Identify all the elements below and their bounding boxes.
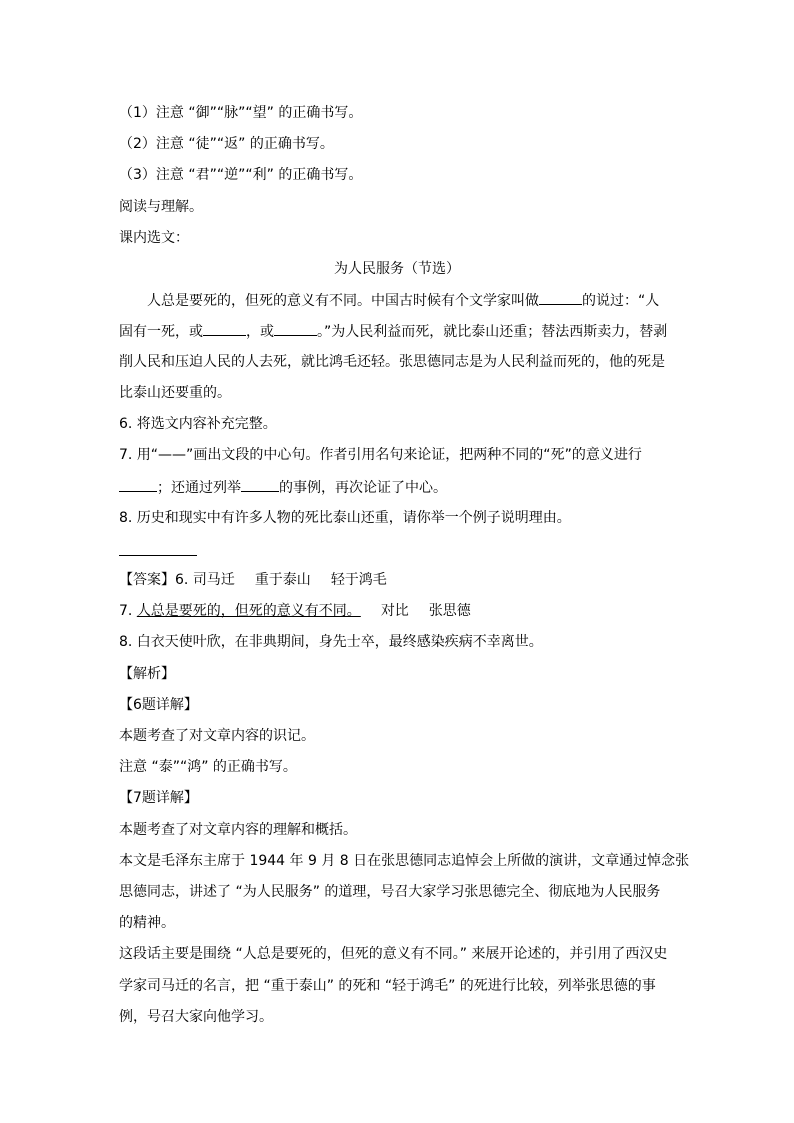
detail-7-heading: 【7题详解】: [119, 790, 198, 806]
answer-8: 8. 白衣天使叶欣，在非典期间，身先士卒，最终感染疾病不幸离世。: [119, 634, 543, 650]
section-selected: 课内选文：: [119, 230, 189, 246]
section-reading: 阅读与理解。: [119, 199, 203, 215]
question-8: 8. 历史和现实中有许多人物的死比泰山还重，请你举一个例子说明理由。: [119, 510, 571, 526]
detail-7-text-1: 本题考查了对文章内容的理解和概括。: [119, 822, 357, 838]
detail-7-text-3: 思德同志，讲述了 “为人民服务” 的道理，号召大家学习张思德完全、彻底地为人民服务: [119, 884, 661, 900]
detail-7-text-2: 本文是毛泽东主席于 1944 年 9 月 8 日在张思德同志追悼会上所做的演讲，文章通过悼念张: [119, 853, 690, 869]
passage-line-2: 固有一死，或 ，或 。”为人民利益而死，就比泰山还重；替法西斯卖力，替剥: [119, 321, 667, 342]
answer-7: 7. 人总是要死的，但死的意义有不同。 对比 张思德: [119, 603, 471, 619]
fill-blank[interactable]: [274, 321, 317, 336]
question-6: 6. 将选文内容补充完整。: [119, 416, 277, 432]
detail-7-text-5: 这段话主要是围绕 “人总是要死的，但死的意义有不同。” 来展开论述的，并引用了西汉史: [119, 946, 668, 962]
question-7: 7. 用“——”画出文段的中心句。作者引用名句来论证，把两种不同的“死”的意义进行: [119, 447, 642, 463]
note-3: （3）注意 “君”“逆”“利” 的正确书写。: [119, 167, 363, 183]
note-2: （2）注意 “徒”“返” 的正确书写。: [119, 136, 334, 152]
separator-line: [119, 555, 197, 556]
fill-blank[interactable]: [539, 290, 582, 305]
answer-6: 【答案】6. 司马迁 重于泰山 轻于鸿毛: [119, 572, 387, 588]
note-1: （1）注意 “御”“脉”“望” 的正确书写。: [119, 105, 363, 121]
fill-blank[interactable]: [119, 477, 157, 492]
passage-line-3: 削人民和压迫人民的人去死，就比鸿毛还轻。张思德同志是为人民利益而死的，他的死是: [119, 354, 665, 370]
analysis-label: 【解析】: [119, 666, 175, 682]
passage-line-4: 比泰山还要重的。: [119, 385, 231, 401]
passage-title: 为人民服务（节选）: [334, 261, 460, 277]
detail-6-heading: 【6题详解】: [119, 697, 198, 713]
passage-line-1: 人总是要死的，但死的意义有不同。中国古时候有个文学家叫做 的说过：“人: [119, 290, 659, 311]
detail-7-text-7: 例，号召大家向他学习。: [119, 1009, 273, 1025]
question-7-cont: ；还通过列举 的事例，再次论证了中心。: [119, 477, 447, 498]
detail-7-text-6: 学家司马迁的名言，把 “重于泰山” 的死和 “轻于鸿毛” 的死进行比较，列举张思德的事: [119, 978, 656, 994]
fill-blank[interactable]: [241, 477, 279, 492]
detail-7-text-4: 的精神。: [119, 915, 175, 931]
fill-blank[interactable]: [203, 321, 246, 336]
detail-6-text-2: 注意 “泰”“鸿” 的正确书写。: [119, 759, 297, 775]
detail-6-text-1: 本题考查了对文章内容的识记。: [119, 728, 315, 744]
